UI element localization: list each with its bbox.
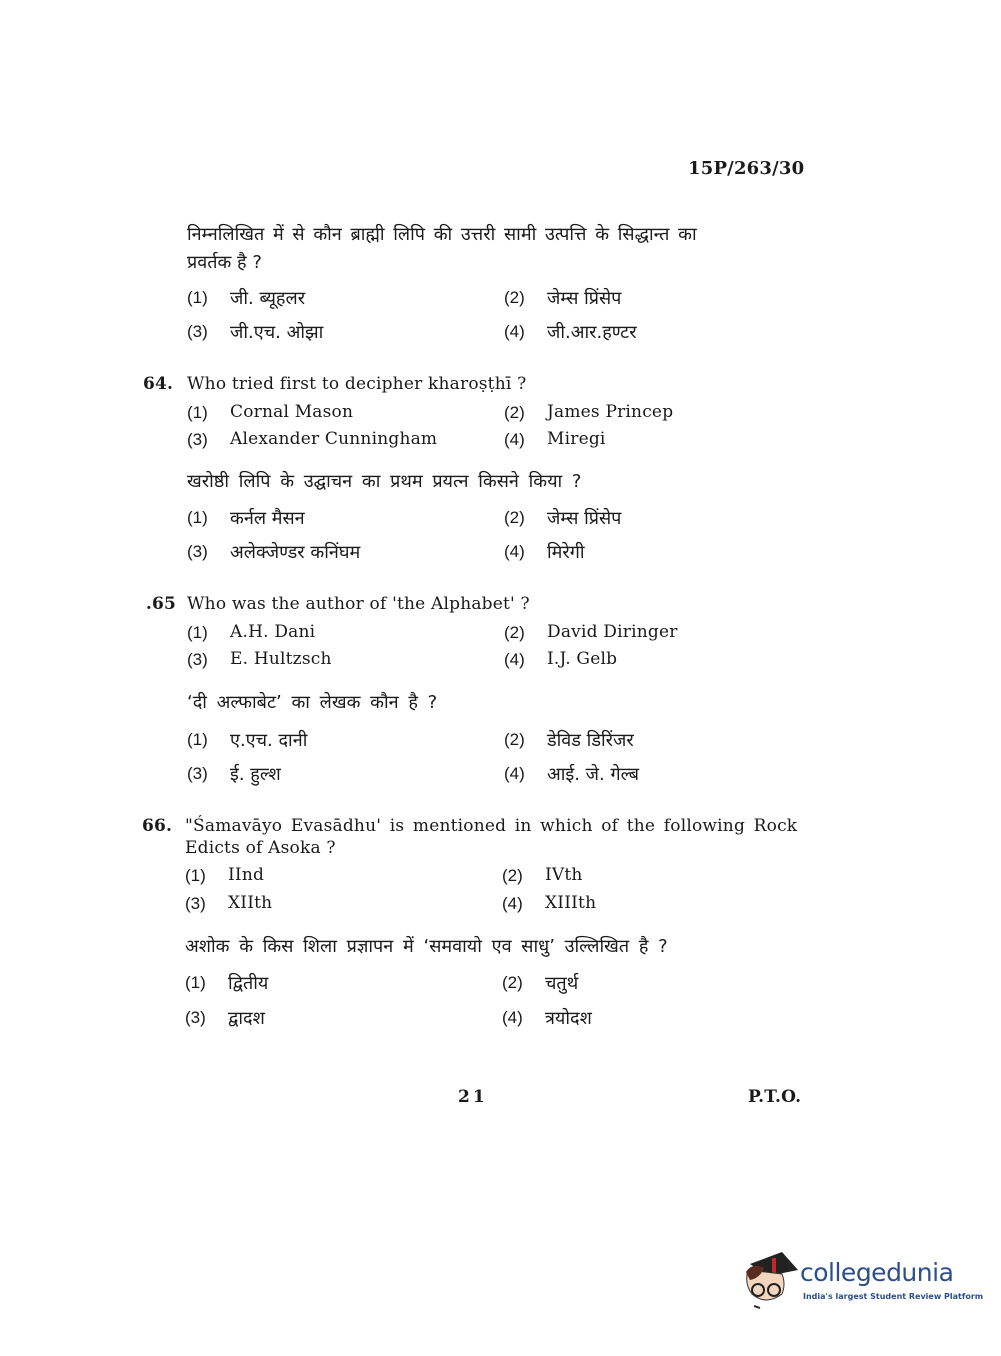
page-number: 21 <box>458 1087 488 1107</box>
q64-option-3: Alexander Cunningham <box>230 429 438 449</box>
option-label: (3) <box>185 1008 206 1027</box>
q63-option-2: जेम्स प्रिंसेप <box>547 288 622 309</box>
option-label: (2) <box>504 730 525 749</box>
brand-name: collegedunia <box>800 1258 954 1287</box>
q65-option-1: A.H. Dani <box>230 622 316 642</box>
q64-hindi-text: खरोष्ठी लिपि के उद्घाचन का प्रथम प्रयत्न किसने किया ? <box>187 471 582 492</box>
option-label: (3) <box>187 542 208 561</box>
option-label: (1) <box>187 288 208 307</box>
q65-option-4: I.J. Gelb <box>547 649 618 669</box>
q65-text: Who was the author of 'the Alphabet' ? <box>187 594 530 614</box>
q66-number: 66. <box>142 816 173 836</box>
option-label: (3) <box>187 430 208 449</box>
option-label: (4) <box>504 650 525 669</box>
q64-option-4: Miregi <box>547 429 606 449</box>
option-label: (3) <box>187 650 208 669</box>
option-label: (3) <box>185 894 206 913</box>
q64-text: Who tried first to decipher kharoṣṭhī ? <box>187 374 527 394</box>
q63-option-1: जी. ब्यूहलर <box>230 288 306 309</box>
option-label: (2) <box>504 288 525 307</box>
q66-option-1: IInd <box>228 865 265 885</box>
option-label: (4) <box>502 894 523 913</box>
q66-option-2: IVth <box>545 865 583 885</box>
option-label: (1) <box>187 623 208 642</box>
q63-hindi-text-1: निम्नलिखित में से कौन ब्राह्मी लिपि की उत्तरी सामी उत्पत्ति के सिद्धान्त का <box>187 224 697 245</box>
option-label: (2) <box>502 973 523 992</box>
q64-hindi-option-3: अलेक्जेण्डर कनिंघम <box>230 542 361 563</box>
q66-hindi-option-2: चतुर्थ <box>545 973 579 994</box>
q65-number: 65. <box>145 594 176 614</box>
option-label: (1) <box>185 866 206 885</box>
q65-option-2: David Diringer <box>547 622 678 642</box>
q65-hindi-text: ‘दी अल्फाबेट’ का लेखक कौन है ? <box>187 692 438 713</box>
q65-hindi-option-1: ए.एच. दानी <box>230 730 308 751</box>
q64-hindi-option-1: कर्नल मैसन <box>230 508 305 529</box>
pto-label: P.T.O. <box>748 1087 802 1107</box>
q66-option-3: XIIth <box>228 893 273 913</box>
q66-hindi-option-3: द्वादश <box>228 1008 265 1029</box>
option-label: (2) <box>504 403 525 422</box>
q65-hindi-option-4: आई. जे. गेल्ब <box>547 764 640 785</box>
option-label: (4) <box>504 542 525 561</box>
q63-option-3: जी.एच. ओझा <box>230 322 324 343</box>
option-label: (1) <box>187 730 208 749</box>
option-label: (1) <box>187 508 208 527</box>
option-label: (4) <box>504 430 525 449</box>
q64-hindi-option-2: जेम्स प्रिंसेप <box>547 508 622 529</box>
option-label: (4) <box>504 322 525 341</box>
mascot-icon <box>742 1250 800 1310</box>
q65-hindi-option-3: ई. हुल्श <box>230 764 281 785</box>
option-label: (2) <box>504 623 525 642</box>
q65-hindi-option-2: डेविड डिरिंजर <box>547 730 634 751</box>
option-label: (3) <box>187 322 208 341</box>
option-label: (1) <box>187 403 208 422</box>
q66-hindi-text: अशोक के किस शिला प्रज्ञापन में ‘समवायो एव साधु’ उल्लिखित है ? <box>185 936 668 957</box>
option-label: (2) <box>504 508 525 527</box>
q66-option-4: XIIIth <box>545 893 597 913</box>
q64-option-2: James Princep <box>547 402 674 422</box>
q66-hindi-option-1: द्वितीय <box>228 973 269 994</box>
q66-hindi-option-4: त्रयोदश <box>545 1008 592 1029</box>
q64-hindi-option-4: मिरेगी <box>547 542 585 563</box>
option-label: (1) <box>185 973 206 992</box>
option-label: (4) <box>502 1008 523 1027</box>
q64-number: 64. <box>143 374 174 394</box>
option-label: (4) <box>504 764 525 783</box>
q63-option-4: जी.आर.हण्टर <box>547 322 637 343</box>
q66-text-1: "Śamavāyo Evasādhu' is mentioned in which of the following Rock <box>185 816 798 836</box>
q66-text-2: Edicts of Asoka ? <box>185 838 336 858</box>
option-label: (3) <box>187 764 208 783</box>
brand-tagline: India's largest Student Review Platform <box>803 1292 984 1301</box>
q63-hindi-text-2: प्रवर्तक है ? <box>187 252 262 273</box>
q64-option-1: Cornal Mason <box>230 402 354 422</box>
q65-option-3: E. Hultzsch <box>230 649 332 669</box>
paper-code: 15P/263/30 <box>688 158 805 179</box>
collegedunia-logo <box>742 1250 984 1310</box>
option-label: (2) <box>502 866 523 885</box>
